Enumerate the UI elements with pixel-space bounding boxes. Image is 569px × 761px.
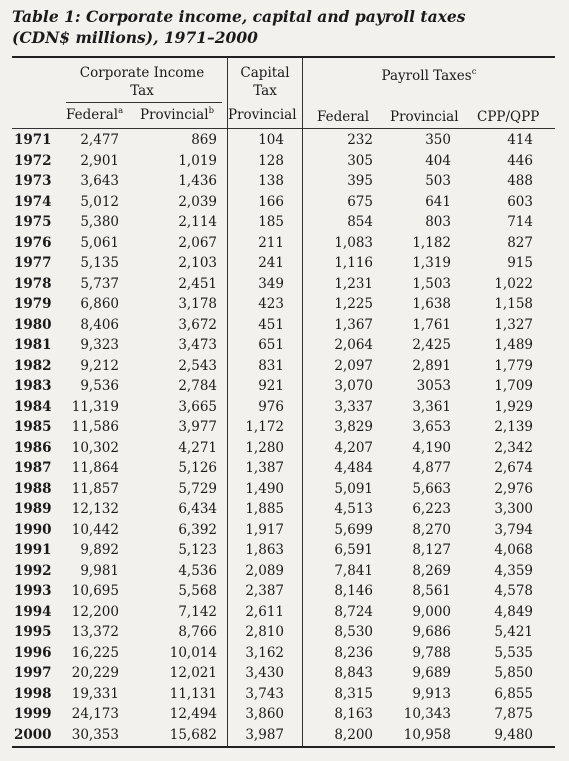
capital-provincial-cell: 3,430 (245, 665, 284, 681)
footnote-c: c (471, 67, 477, 77)
payroll-federal-cell: 8,843 (334, 665, 373, 681)
payroll-provincial-cell: 9,913 (412, 685, 451, 702)
cit-federal-cell: 2,901 (80, 152, 119, 169)
table-row (0, 581, 569, 602)
year-cell: 1980 (14, 316, 52, 333)
year-cell: 1975 (14, 214, 52, 230)
payroll-federal-cell: 1,231 (334, 275, 373, 292)
capital-provincial-cell: 831 (258, 357, 284, 374)
cit-provincial-cell: 8,766 (178, 624, 217, 640)
header-corporate-income-tax-line2: Tax (130, 83, 154, 99)
payroll-provincial-cell: 803 (425, 214, 451, 230)
payroll-provincial-cell: 3053 (416, 378, 451, 394)
payroll-provincial-cell: 3,361 (412, 398, 451, 415)
cpp-qpp-cell: 714 (507, 214, 533, 230)
payroll-federal-cell: 8,530 (334, 624, 373, 640)
cpp-qpp-cell: 1,327 (494, 316, 533, 333)
payroll-federal-cell: 3,829 (334, 419, 373, 435)
cit-federal-cell: 16,225 (71, 644, 119, 661)
capital-provincial-cell: 976 (258, 398, 284, 415)
year-cell: 1978 (14, 275, 52, 292)
cpp-qpp-cell: 2,139 (494, 419, 533, 435)
capital-provincial-cell: 1,387 (245, 460, 284, 476)
payroll-federal-cell: 2,097 (334, 357, 373, 374)
table-row (0, 233, 569, 254)
capital-provincial-cell: 1,863 (245, 542, 284, 558)
payroll-provincial-cell: 1,761 (412, 316, 451, 333)
cit-provincial-cell: 2,784 (178, 378, 217, 394)
capital-provincial-cell: 1,280 (245, 439, 284, 456)
header-cit-federal (66, 106, 123, 124)
cit-provincial-cell: 10,014 (169, 644, 217, 661)
payroll-federal-cell: 1,225 (334, 296, 373, 312)
cpp-qpp-cell: 915 (507, 255, 533, 271)
cit-federal-cell: 12,200 (71, 603, 119, 620)
cit-federal-cell: 5,380 (80, 214, 119, 230)
year-cell: 1999 (14, 706, 52, 722)
header-payroll-taxes-label: Payroll Taxes (381, 68, 472, 84)
capital-provincial-cell: 1,490 (245, 480, 284, 497)
payroll-federal-cell: 8,724 (334, 603, 373, 620)
cpp-qpp-cell: 4,578 (494, 583, 533, 599)
cpp-qpp-cell: 5,850 (494, 665, 533, 681)
table-row (0, 335, 569, 356)
capital-provincial-cell: 3,162 (245, 644, 284, 661)
cit-provincial-cell: 15,682 (169, 726, 217, 743)
capital-provincial-cell: 451 (258, 316, 284, 333)
header-capital-tax (228, 64, 302, 100)
year-cell: 1998 (14, 685, 52, 702)
cit-federal-cell: 9,212 (80, 357, 119, 374)
header-cit-provincial (140, 106, 214, 124)
payroll-provincial-cell: 404 (425, 152, 451, 169)
payroll-provincial-cell: 6,223 (412, 501, 451, 517)
table-row (0, 376, 569, 397)
year-cell: 1986 (14, 439, 52, 456)
cit-provincial-cell: 3,665 (178, 398, 217, 415)
payroll-federal-cell: 854 (347, 214, 373, 230)
payroll-federal-cell: 4,513 (334, 501, 373, 517)
cit-provincial-cell: 2,543 (178, 357, 217, 374)
table-row (0, 438, 569, 459)
payroll-federal-cell: 305 (347, 152, 373, 169)
payroll-provincial-cell: 503 (425, 173, 451, 189)
cit-provincial-cell: 4,536 (178, 562, 217, 579)
cit-provincial-cell: 2,067 (178, 234, 217, 251)
capital-provincial-cell: 1,917 (245, 521, 284, 538)
cit-provincial-cell: 3,473 (178, 337, 217, 353)
payroll-provincial-cell: 9,788 (412, 644, 451, 661)
payroll-federal-cell: 8,146 (334, 583, 373, 599)
table-row (0, 315, 569, 336)
payroll-provincial-cell: 2,891 (412, 357, 451, 374)
table-row (0, 151, 569, 172)
header-corporate-income-tax-line1: Corporate Income (79, 65, 205, 81)
table-row (0, 499, 569, 520)
cpp-qpp-cell: 3,794 (494, 521, 533, 538)
payroll-provincial-cell: 8,561 (412, 583, 451, 599)
capital-provincial-cell: 185 (258, 214, 284, 230)
year-cell: 1977 (14, 255, 52, 271)
header-capital-provincial: Provincial (228, 107, 297, 123)
capital-provincial-cell: 138 (258, 173, 284, 189)
payroll-federal-cell: 8,236 (334, 644, 373, 661)
table-row (0, 520, 569, 541)
year-cell: 1972 (14, 152, 52, 169)
capital-provincial-cell: 423 (258, 296, 284, 312)
payroll-federal-cell: 5,091 (334, 480, 373, 497)
capital-provincial-cell: 651 (258, 337, 284, 353)
cit-federal-cell: 11,319 (71, 398, 119, 415)
table-row (0, 356, 569, 377)
payroll-federal-cell: 3,070 (334, 378, 373, 394)
data-table-body (0, 130, 569, 745)
cit-federal-cell: 5,012 (80, 193, 119, 210)
capital-provincial-cell: 2,611 (245, 603, 284, 620)
payroll-federal-cell: 232 (347, 132, 373, 148)
cit-federal-cell: 6,860 (80, 296, 119, 312)
table-row (0, 253, 569, 274)
capital-provincial-cell: 211 (258, 234, 284, 251)
cit-federal-cell: 20,229 (71, 665, 119, 681)
capital-provincial-cell: 2,387 (245, 583, 284, 599)
cpp-qpp-cell: 1,022 (494, 275, 533, 292)
table-row (0, 643, 569, 664)
payroll-provincial-cell: 1,638 (412, 296, 451, 312)
year-cell: 1989 (14, 501, 52, 517)
table-row (0, 417, 569, 438)
payroll-provincial-cell: 1,319 (412, 255, 451, 271)
capital-provincial-cell: 3,987 (245, 726, 284, 743)
cit-provincial-cell: 11,131 (169, 685, 217, 702)
cpp-qpp-cell: 1,929 (494, 398, 533, 415)
cpp-qpp-cell: 2,342 (494, 439, 533, 456)
cit-federal-cell: 9,536 (80, 378, 119, 394)
header-cit-federal-label: Federal (66, 107, 119, 123)
header-capital-tax-line2: Tax (253, 83, 277, 99)
cit-federal-cell: 9,981 (80, 562, 119, 579)
cpp-qpp-cell: 2,976 (494, 480, 533, 497)
table-row (0, 171, 569, 192)
cpp-qpp-cell: 446 (507, 152, 533, 169)
header-underline-corporate (66, 102, 222, 103)
capital-provincial-cell: 349 (258, 275, 284, 292)
table-row (0, 130, 569, 151)
cit-federal-cell: 9,323 (80, 337, 119, 353)
table-row (0, 704, 569, 725)
cit-provincial-cell: 5,568 (178, 583, 217, 599)
cpp-qpp-cell: 1,158 (494, 296, 533, 312)
cpp-qpp-cell: 414 (507, 132, 533, 148)
cit-federal-cell: 5,737 (80, 275, 119, 292)
payroll-provincial-cell: 1,182 (412, 234, 451, 251)
payroll-provincial-cell: 10,343 (403, 706, 451, 722)
year-cell: 1983 (14, 378, 52, 394)
payroll-federal-cell: 2,064 (334, 337, 373, 353)
year-cell: 1971 (14, 132, 52, 148)
year-cell: 1994 (14, 603, 52, 620)
payroll-provincial-cell: 2,425 (412, 337, 451, 353)
payroll-federal-cell: 6,591 (334, 542, 373, 558)
capital-provincial-cell: 921 (258, 378, 284, 394)
cpp-qpp-cell: 1,489 (494, 337, 533, 353)
cit-federal-cell: 10,442 (71, 521, 119, 538)
cpp-qpp-cell: 6,855 (494, 685, 533, 702)
header-corporate-income-tax (58, 64, 226, 100)
capital-provincial-cell: 1,172 (245, 419, 284, 435)
payroll-federal-cell: 3,337 (334, 398, 373, 415)
table-row (0, 294, 569, 315)
cit-federal-cell: 24,173 (71, 706, 119, 722)
payroll-provincial-cell: 9,686 (412, 624, 451, 640)
year-cell: 1995 (14, 624, 52, 640)
cpp-qpp-cell: 7,875 (494, 706, 533, 722)
cit-federal-cell: 19,331 (71, 685, 119, 702)
top-rule (12, 56, 555, 58)
capital-provincial-cell: 128 (258, 152, 284, 169)
year-cell: 1979 (14, 296, 52, 312)
header-capital-tax-line1: Capital (240, 65, 290, 81)
cpp-qpp-cell: 4,359 (494, 562, 533, 579)
cit-provincial-cell: 3,672 (178, 316, 217, 333)
cit-provincial-cell: 1,436 (178, 173, 217, 189)
capital-provincial-cell: 2,089 (245, 562, 284, 579)
table-row (0, 397, 569, 418)
cit-federal-cell: 2,477 (80, 132, 119, 148)
year-cell: 1997 (14, 665, 52, 681)
payroll-federal-cell: 8,163 (334, 706, 373, 722)
table-row (0, 602, 569, 623)
cit-federal-cell: 10,302 (71, 439, 119, 456)
footnote-b: b (208, 106, 215, 116)
payroll-federal-cell: 675 (347, 193, 373, 210)
payroll-federal-cell: 8,315 (334, 685, 373, 702)
payroll-federal-cell: 5,699 (334, 521, 373, 538)
cpp-qpp-cell: 3,300 (494, 501, 533, 517)
cit-provincial-cell: 12,494 (169, 706, 217, 722)
payroll-provincial-cell: 3,653 (412, 419, 451, 435)
year-cell: 1990 (14, 521, 52, 538)
payroll-provincial-cell: 8,269 (412, 562, 451, 579)
table-title-line2: (CDN$ millions), 1971–2000 (12, 28, 258, 47)
table-row (0, 561, 569, 582)
cit-federal-cell: 12,132 (71, 501, 119, 517)
cit-provincial-cell: 7,142 (178, 603, 217, 620)
cit-provincial-cell: 6,434 (178, 501, 217, 517)
payroll-federal-cell: 4,207 (334, 439, 373, 456)
capital-provincial-cell: 104 (258, 132, 284, 148)
payroll-provincial-cell: 9,689 (412, 665, 451, 681)
table-row (0, 540, 569, 561)
year-cell: 1996 (14, 644, 52, 661)
table-row (0, 663, 569, 684)
table-row (0, 479, 569, 500)
year-cell: 1982 (14, 357, 52, 374)
table-row (0, 622, 569, 643)
cit-federal-cell: 13,372 (71, 624, 119, 640)
table-row (0, 212, 569, 233)
cit-provincial-cell: 1,019 (178, 152, 217, 169)
cit-provincial-cell: 4,271 (178, 439, 217, 456)
cit-provincial-cell: 2,103 (178, 255, 217, 271)
cit-federal-cell: 9,892 (80, 542, 119, 558)
year-cell: 1976 (14, 234, 52, 251)
header-payroll-taxes (303, 67, 555, 85)
table-row (0, 192, 569, 213)
payroll-provincial-cell: 5,663 (412, 480, 451, 497)
table-title-line1: Table 1: Corporate income, capital and payroll taxes (12, 7, 466, 26)
cit-provincial-cell: 3,977 (178, 419, 217, 435)
cit-provincial-cell: 12,021 (169, 665, 217, 681)
cit-provincial-cell: 6,392 (178, 521, 217, 538)
cit-federal-cell: 5,135 (80, 255, 119, 271)
capital-provincial-cell: 2,810 (245, 624, 284, 640)
payroll-federal-cell: 4,484 (334, 460, 373, 476)
year-cell: 2000 (14, 726, 52, 743)
header-payroll-federal: Federal (317, 109, 370, 125)
header-bottom-rule (12, 128, 555, 129)
payroll-provincial-cell: 9,000 (412, 603, 451, 620)
payroll-federal-cell: 7,841 (334, 562, 373, 579)
payroll-provincial-cell: 4,877 (412, 460, 451, 476)
year-cell: 1988 (14, 480, 52, 497)
cpp-qpp-cell: 4,849 (494, 603, 533, 620)
year-cell: 1981 (14, 337, 52, 353)
year-cell: 1992 (14, 562, 52, 579)
header-cpp-qpp: CPP/QPP (477, 109, 540, 125)
table-title (12, 6, 557, 48)
cit-provincial-cell: 2,114 (178, 214, 217, 230)
cit-provincial-cell: 3,178 (178, 296, 217, 312)
cit-federal-cell: 5,061 (80, 234, 119, 251)
payroll-federal-cell: 1,367 (334, 316, 373, 333)
cit-provincial-cell: 2,039 (178, 193, 217, 210)
table-row (0, 458, 569, 479)
cit-federal-cell: 8,406 (80, 316, 119, 333)
year-cell: 1985 (14, 419, 52, 435)
year-cell: 1993 (14, 583, 52, 599)
capital-provincial-cell: 241 (258, 255, 284, 271)
cit-provincial-cell: 2,451 (178, 275, 217, 292)
payroll-federal-cell: 1,116 (334, 255, 373, 271)
bottom-rule (12, 746, 555, 748)
cit-provincial-cell: 5,126 (178, 460, 217, 476)
header-payroll-provincial: Provincial (390, 109, 459, 125)
payroll-provincial-cell: 350 (425, 132, 451, 148)
payroll-provincial-cell: 8,127 (412, 542, 451, 558)
year-cell: 1984 (14, 398, 52, 415)
cpp-qpp-cell: 603 (507, 193, 533, 210)
cpp-qpp-cell: 1,709 (494, 378, 533, 394)
capital-provincial-cell: 166 (258, 193, 284, 210)
cpp-qpp-cell: 488 (507, 173, 533, 189)
table-row (0, 725, 569, 746)
cit-federal-cell: 3,643 (80, 173, 119, 189)
cpp-qpp-cell: 5,421 (494, 624, 533, 640)
cit-provincial-cell: 5,729 (178, 480, 217, 497)
cit-federal-cell: 11,586 (71, 419, 119, 435)
payroll-provincial-cell: 4,190 (412, 439, 451, 456)
payroll-provincial-cell: 641 (425, 193, 451, 210)
capital-provincial-cell: 1,885 (245, 501, 284, 517)
cit-federal-cell: 11,864 (71, 460, 119, 476)
payroll-federal-cell: 395 (347, 173, 373, 189)
cit-federal-cell: 10,695 (71, 583, 119, 599)
table-row (0, 274, 569, 295)
payroll-federal-cell: 1,083 (334, 234, 373, 251)
year-cell: 1973 (14, 173, 52, 189)
cpp-qpp-cell: 1,779 (494, 357, 533, 374)
cpp-qpp-cell: 5,535 (494, 644, 533, 661)
year-cell: 1987 (14, 460, 52, 476)
cit-provincial-cell: 869 (191, 132, 217, 148)
cpp-qpp-cell: 827 (507, 234, 533, 251)
payroll-provincial-cell: 8,270 (412, 521, 451, 538)
capital-provincial-cell: 3,860 (245, 706, 284, 722)
header-cit-provincial-label: Provincial (140, 107, 209, 123)
year-cell: 1991 (14, 542, 52, 558)
cpp-qpp-cell: 9,480 (494, 726, 533, 743)
cpp-qpp-cell: 2,674 (494, 460, 533, 476)
payroll-provincial-cell: 10,958 (403, 726, 451, 743)
payroll-provincial-cell: 1,503 (412, 275, 451, 292)
payroll-federal-cell: 8,200 (334, 726, 373, 743)
cpp-qpp-cell: 4,068 (494, 542, 533, 558)
cit-federal-cell: 30,353 (71, 726, 119, 743)
cit-provincial-cell: 5,123 (178, 542, 217, 558)
year-cell: 1974 (14, 193, 52, 210)
cit-federal-cell: 11,857 (71, 480, 119, 497)
table-row (0, 684, 569, 705)
footnote-a: a (118, 106, 124, 116)
capital-provincial-cell: 3,743 (245, 685, 284, 702)
